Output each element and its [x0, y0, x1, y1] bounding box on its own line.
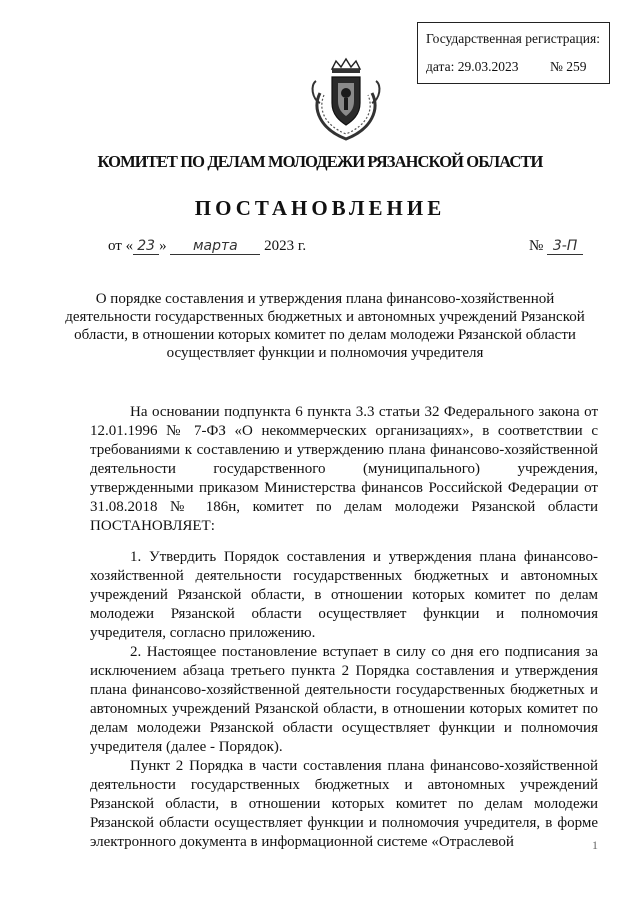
preamble — [90, 403, 598, 536]
point-2-continuation: Пункт 2 Порядка в части составления плана финансово-хозяйственной деятельности государственных бюджетных и автономных учреждений Рязанской области, в отношении которых комитет по делам молодежи Рязанской области осуществляет функции и полномочия учредителя, в форме электронного документа в информационной системе «Отраслевой — [90, 758, 598, 850]
document-type: ПОСТАНОВЛЕНИЕ — [194, 196, 446, 220]
point-2: 2. Настоящее постановление вступает в силу со дня его подписания за исключением абзаца третьего пункта 2 Порядка составления и утверждения плана финансово-хозяйственной деятельности государственных бюджетных и автономных учреждений Рязанской области, в отношении которых комитет по делам молодежи Рязанской области осуществляет функции и полномочия учредителя (далее - Порядок). — [90, 644, 598, 755]
date-suffix: 2023 г. — [264, 238, 307, 254]
number-prefix: № — [529, 238, 544, 254]
page-number: 1 — [592, 838, 598, 852]
date-month: марта — [170, 238, 260, 255]
preamble-text: На основании подпункта 6 пункта 3.3 статьи 32 Федерального закона от 12.01.1996 № 7-ФЗ «О некоммерческих организациях», в соответствии с требованиями к составлению и утверждению плана финансово-хозяйственной деятельности государственного (муниципального) учреждения, утвержденными приказом Министерства финансов Российской Федерации от 31.08.2018 № 186н, комитет по делам молодежи Рязанской области ПОСТАНОВЛЯЕТ: — [90, 404, 598, 534]
date-prefix: от « — [108, 238, 134, 254]
registration-stamp — [417, 22, 610, 84]
date-line — [108, 238, 306, 255]
document-number: 3-П — [547, 238, 583, 255]
committee-name: КОМИТЕТ ПО ДЕЛАМ МОЛОДЕЖИ РЯЗАНСКОЙ ОБЛАСТИ — [97, 152, 543, 171]
coat-of-arms-icon — [302, 55, 390, 143]
document-subject: О порядке составления и утверждения плана финансово-хозяйственной деятельности государственных бюджетных и автономных учреждений Рязанской области, в отношении которых комитет по делам молодежи Рязанской области осуществляет функции и полномочия учредителя — [65, 291, 585, 361]
date-day: 23 — [133, 238, 159, 255]
registration-title: Государственная регистрация: — [426, 31, 600, 46]
registration-number: № 259 — [550, 59, 587, 74]
point-1: 1. Утвердить Порядок составления и утверждения плана финансово-хозяйственной деятельности государственных бюджетных и автономных учреждений Рязанской области, в отношении которых комитет по делам молодежи Рязанской области осуществляет функции и полномочия учредителя, согласно приложению. — [90, 549, 598, 641]
number-line — [529, 238, 583, 255]
date-mid: » — [159, 238, 167, 254]
registration-date: дата: 29.03.2023 — [426, 59, 519, 74]
resolution-points — [90, 548, 598, 852]
